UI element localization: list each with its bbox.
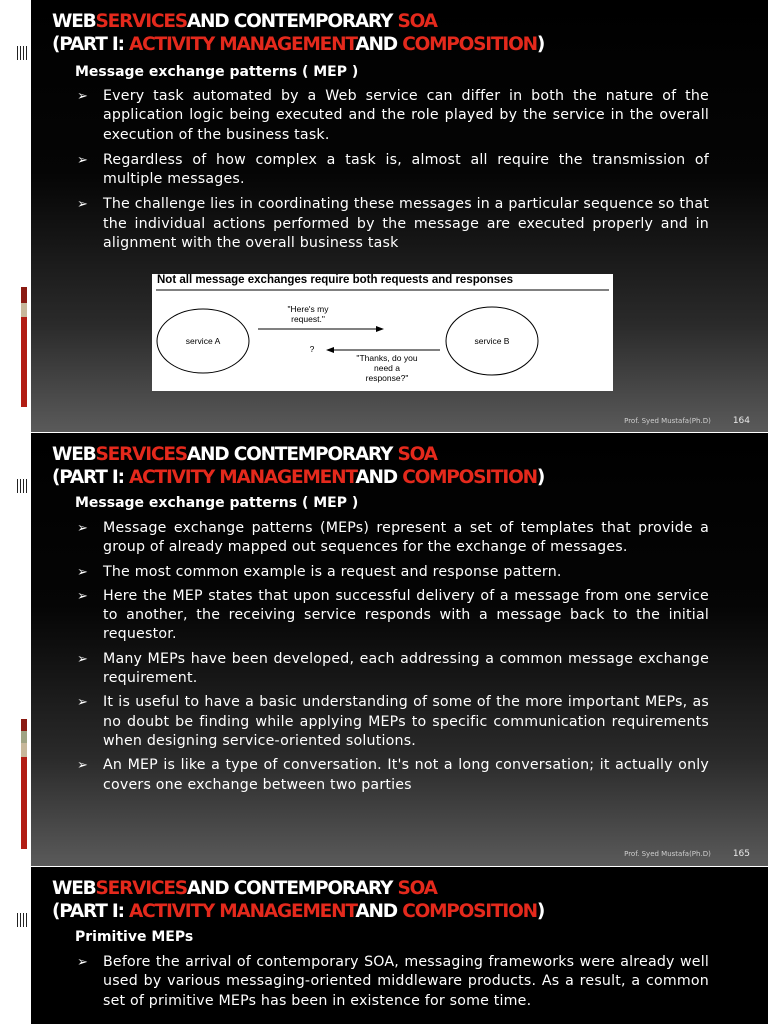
- arrow-bullet-icon: ➢: [77, 89, 89, 104]
- arrow-bullet-icon: ➢: [77, 955, 89, 970]
- arrow-bullet-icon: ➢: [77, 651, 89, 667]
- list-item: ➢ Regardless of how complex a task is, almost all require the transmission of multiple messages.: [77, 151, 709, 188]
- list-item: ➢ The challenge lies in coordinating these messages in a particular sequence so that the individual actions performed by the message are executed properly and in alignment with the overall business task: [77, 196, 709, 252]
- page-number: 164: [732, 416, 750, 426]
- service-a-label: service A: [185, 336, 221, 346]
- slide-title: WEBSERVICESAND CONTEMPORARY SOA (PART I: ACTIVITY MANAGEMENTAND COMPOSITION): [52, 878, 545, 922]
- mep-diagram: [152, 274, 613, 391]
- diagram-caption: Not all message exchanges require both requests and responses: [157, 274, 513, 286]
- slide-subtitle: Message exchange patterns ( MEP ): [75, 64, 359, 80]
- list-item: ➢ The most common example is a request and response pattern.: [77, 563, 709, 582]
- barcode-icon: [17, 913, 27, 927]
- slide-165: [0, 433, 768, 866]
- footer-author: Prof. Syed Mustafa(Ph.D): [624, 417, 711, 425]
- arrow-bullet-icon: ➢: [77, 564, 89, 580]
- response-arrowhead: [326, 347, 334, 353]
- question-label: ?: [309, 344, 315, 354]
- left-margin: [0, 867, 31, 1024]
- list-item: ➢ Before the arrival of contemporary SOA, messaging frameworks were already well used by various messaging-oriented middleware products. As a result, a common set of primitive MEPs has been in existence for some time.: [77, 954, 709, 1009]
- list-item: ➢ Message exchange patterns (MEPs) represent a set of templates that provide a group of already mapped out sequences for the exchange of messages.: [77, 520, 709, 556]
- slide-title: WEBSERVICESAND CONTEMPORARY SOA (PART I: ACTIVITY MANAGEMENTAND COMPOSITION): [52, 11, 545, 55]
- side-decoration: [21, 287, 27, 407]
- bullet-list: [77, 953, 709, 1011]
- list-item: ➢ Many MEPs have been developed, each addressing a common message exchange requirement.: [77, 650, 709, 687]
- slide-footer: [624, 416, 750, 426]
- list-item: ➢ An MEP is like a type of conversation. It's not a long conversation; it actually only covers one exchange between two parties: [77, 757, 709, 793]
- list-item: ➢ Every task automated by a Web service can differ in both the nature of the application logic being executed and the role played by the service in the overall execution of the business task.: [77, 88, 709, 143]
- arrow-bullet-icon: ➢: [77, 588, 89, 604]
- slide-subtitle: Primitive MEPs: [75, 929, 194, 945]
- request-label: "Here's my request.": [287, 304, 329, 324]
- barcode-icon: [17, 46, 27, 60]
- page-number: 165: [732, 849, 750, 859]
- list-item: ➢ Here the MEP states that upon successful delivery of a message from one service to another, the receiving service responds with a message back to the initial requestor.: [77, 587, 709, 643]
- bullet-list: [77, 87, 709, 253]
- bullet-list: [77, 519, 709, 795]
- slide-title: WEBSERVICESAND CONTEMPORARY SOA (PART I: ACTIVITY MANAGEMENTAND COMPOSITION): [52, 444, 545, 488]
- arrow-bullet-icon: ➢: [77, 152, 89, 168]
- service-b-label: service B: [474, 336, 510, 346]
- arrow-bullet-icon: ➢: [77, 521, 89, 536]
- arrow-bullet-icon: ➢: [77, 197, 89, 213]
- footer-author: Prof. Syed Mustafa(Ph.D): [624, 850, 711, 858]
- slide-subtitle: Message exchange patterns ( MEP ): [75, 495, 359, 511]
- side-decoration: [21, 719, 27, 849]
- slide-164: [0, 0, 768, 432]
- slide-166: [0, 867, 768, 1024]
- arrow-bullet-icon: ➢: [77, 695, 89, 711]
- slide-footer: [624, 849, 750, 859]
- arrow-bullet-icon: ➢: [77, 758, 89, 774]
- list-item: ➢ It is useful to have a basic understanding of some of the more important MEPs, as no doubt be finding while applying MEPs to specific communication requirements when designing service-oriented solutions.: [77, 694, 709, 749]
- barcode-icon: [17, 479, 27, 493]
- response-label: "Thanks, do you need a response?": [356, 353, 418, 383]
- request-arrowhead: [376, 326, 384, 332]
